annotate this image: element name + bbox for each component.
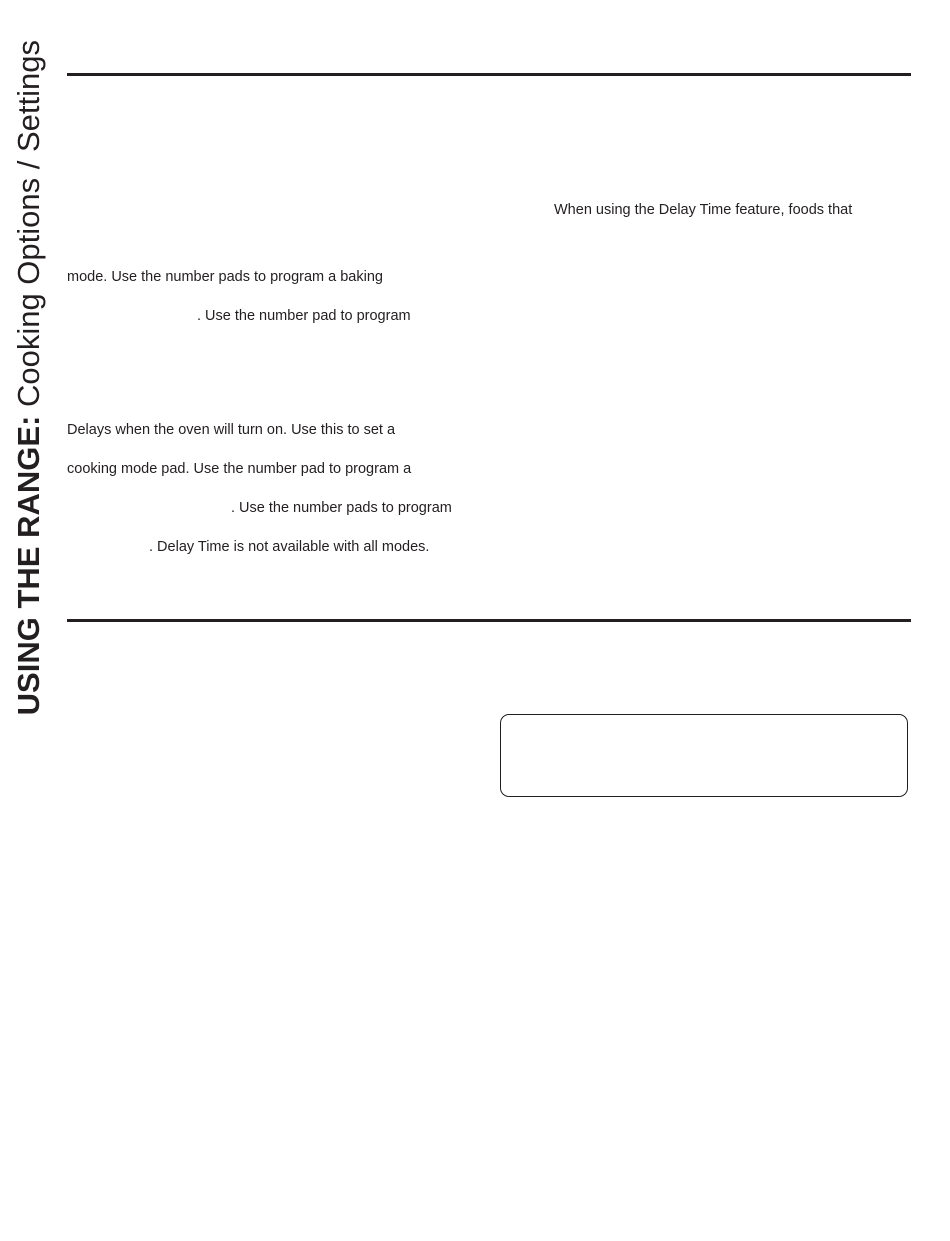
delays-oven-line: Delays when the oven will turn on. Use this to set a — [67, 422, 396, 438]
cooking-mode-pad-line: cooking mode pad. Use the number pad to program a — [67, 461, 412, 477]
delay-time-availability-line: . Delay Time is not available with all modes. — [149, 539, 430, 555]
note-box — [500, 714, 908, 797]
middle-divider-rule — [67, 619, 911, 622]
side-title-text — [8, 40, 50, 745]
number-pads-program-line: . Use the number pads to program — [231, 500, 452, 516]
delay-time-feature-line: When using the Delay Time feature, foods that — [554, 202, 853, 218]
side-title-bold: USING THE RANGE: — [11, 415, 46, 716]
number-pad-program-line: . Use the number pad to program — [197, 308, 411, 324]
side-title-light: Cooking Options / Settings — [11, 40, 46, 416]
section-side-title — [8, 40, 50, 745]
baking-mode-line: mode. Use the number pads to program a baking — [67, 269, 383, 285]
top-divider-rule — [67, 73, 911, 76]
